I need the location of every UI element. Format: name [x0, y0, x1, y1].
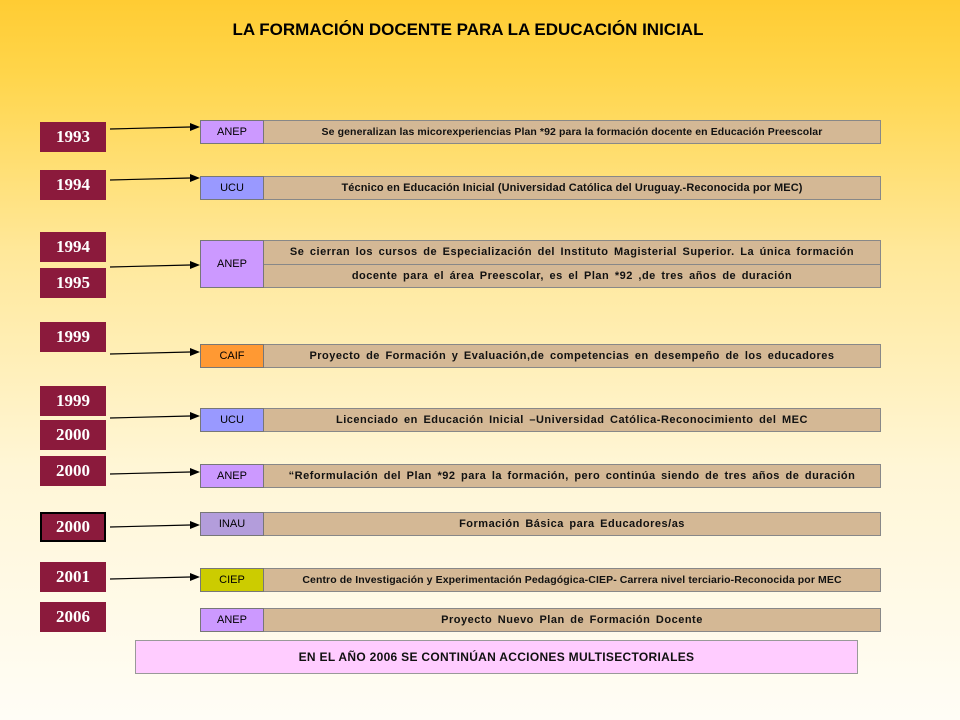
timeline-row	[200, 344, 881, 368]
year-box: 1994	[40, 170, 106, 200]
timeline-row	[200, 608, 881, 632]
year-box: 1999	[40, 322, 106, 352]
year-box: 1999	[40, 386, 106, 416]
year-box: 2000	[40, 420, 106, 450]
org-label: UCU	[200, 176, 264, 200]
org-label: ANEP	[200, 608, 264, 632]
event-description: “Reformulación del Plan *92 para la formación, pero continúa siendo de tres años de duración	[264, 464, 881, 488]
arrow-connector	[110, 346, 200, 358]
event-description-line1: Se cierran los cursos de Especialización del Instituto Magisterial Superior. La única formación	[264, 240, 881, 265]
year-box: 2000	[40, 456, 106, 486]
org-label: CIEP	[200, 568, 264, 592]
timeline-row	[200, 408, 881, 432]
timeline-row	[200, 568, 881, 592]
org-label: ANEP	[200, 464, 264, 488]
year-box: 1994	[40, 232, 106, 262]
footer-note: EN EL AÑO 2006 SE CONTINÚAN ACCIONES MULTISECTORIALES	[135, 640, 858, 674]
event-description: Formación Básica para Educadores/as	[264, 512, 881, 536]
event-description-line2: docente para el área Preescolar, es el Plan *92 ,de tres años de duración	[264, 265, 881, 289]
year-box: 2001	[40, 562, 106, 592]
timeline-row	[200, 176, 881, 200]
page-title: LA FORMACIÓN DOCENTE PARA LA EDUCACIÓN INICIAL	[232, 20, 704, 39]
org-label: ANEP	[200, 240, 264, 288]
arrow-connector	[110, 571, 200, 583]
year-box: 2006	[40, 602, 106, 632]
year-box: 2000	[40, 512, 106, 542]
event-description: Proyecto Nuevo Plan de Formación Docente	[264, 608, 881, 632]
org-label: ANEP	[200, 120, 264, 144]
event-description: Se generalizan las micorexperiencias Plan *92 para la formación docente en Educación Preescolar	[264, 120, 881, 144]
arrow-connector	[110, 172, 200, 184]
event-description: Centro de Investigación y Experimentación Pedagógica-CIEP- Carrera nivel terciario-Reconocida por MEC	[264, 568, 881, 592]
arrow-connector	[110, 466, 200, 478]
arrow-connector	[110, 519, 200, 531]
event-description: Técnico en Educación Inicial (Universidad Católica del Uruguay.-Reconocida por MEC)	[264, 176, 881, 200]
org-label: CAIF	[200, 344, 264, 368]
year-box: 1993	[40, 122, 106, 152]
arrow-connector	[110, 410, 200, 422]
org-label: INAU	[200, 512, 264, 536]
timeline-row	[200, 464, 881, 488]
event-description: Proyecto de Formación y Evaluación,de competencias en desempeño de los educadores	[264, 344, 881, 368]
org-label: UCU	[200, 408, 264, 432]
arrow-connector	[110, 259, 200, 271]
event-description: Licenciado en Educación Inicial –Universidad Católica-Reconocimiento del MEC	[264, 408, 881, 432]
timeline-row	[200, 512, 881, 536]
arrow-connector	[110, 121, 200, 133]
timeline-row	[200, 240, 881, 288]
year-box: 1995	[40, 268, 106, 298]
timeline-row	[200, 120, 881, 144]
